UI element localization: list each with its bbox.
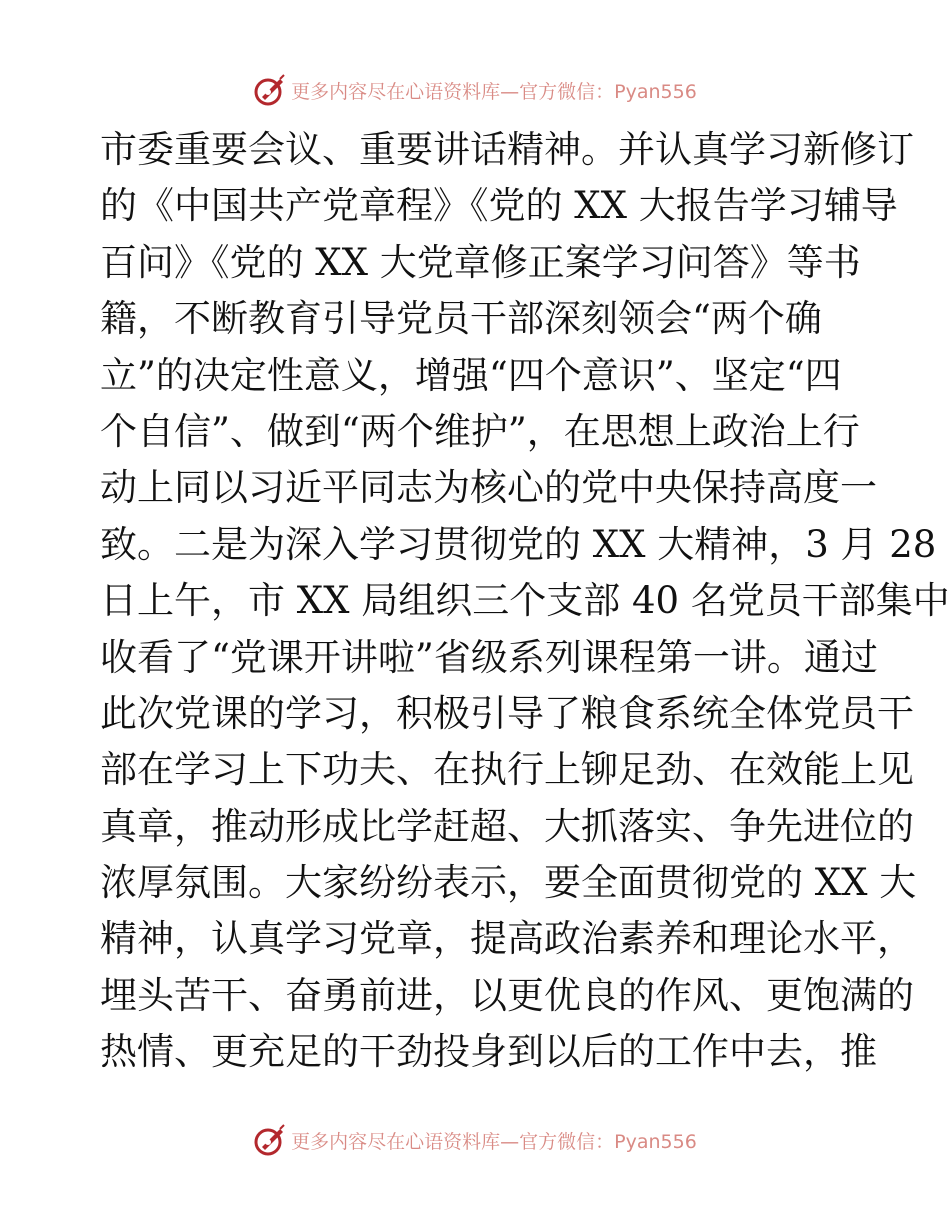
text-line: 致。二是为深入学习贯彻党的 XX 大精神，3 月 28 <box>100 522 937 566</box>
footer-watermark <box>0 1120 950 1160</box>
text-line: 市委重要会议、重要讲话精神。并认真学习新修订 <box>100 128 914 171</box>
text-line: 日上午，市 XX 局组织三个支部 40 名党员干部集中 <box>100 579 950 623</box>
watermark-text: 更多内容尽在心语资料库—官方微信：Pyan556 <box>291 1130 697 1153</box>
text-line: 热情、更充足的干劲投身到以后的工作中去，推 <box>100 1030 877 1074</box>
quill-logo-icon <box>253 1123 287 1157</box>
text-line: 立”的决定性意义，增强“四个意识”、坚定“四 <box>100 353 842 397</box>
text-line: 部在学习上下功夫、在执行上铆足劲、在效能上见 <box>100 748 914 792</box>
text-line: 动上同以习近平同志为核心的党中央保持高度一 <box>100 466 877 510</box>
header-watermark <box>0 70 950 110</box>
document-body <box>100 122 950 1081</box>
text-line: 此次党课的学习，积极引导了粮食系统全体党员干 <box>100 691 914 735</box>
text-line: 真章，推动形成比学赶超、大抓落实、争先进位的 <box>100 804 914 848</box>
text-line: 个自信”、做到“两个维护”，在思想上政治上行 <box>100 409 860 453</box>
text-line: 收看了“党课开讲啦”省级系列课程第一讲。通过 <box>100 635 878 679</box>
watermark-text: 更多内容尽在心语资料库—官方微信：Pyan556 <box>291 80 697 103</box>
text-line: 埋头苦干、奋勇前进，以更优良的作风、更饱满的 <box>100 973 914 1017</box>
text-line: 百问》《党的 XX 大党章修正案学习问答》等书 <box>100 240 861 284</box>
text-line: 浓厚氛围。大家纷纷表示，要全面贯彻党的 XX 大 <box>100 861 917 905</box>
text-line: 精神，认真学习党章，提高政治素养和理论水平， <box>100 917 914 961</box>
text-line: 的《中国共产党章程》《党的 XX 大报告学习辅导 <box>100 184 898 228</box>
text-line: 籍，不断教育引导党员干部深刻领会“两个确 <box>100 297 822 341</box>
quill-logo-icon <box>253 73 287 107</box>
